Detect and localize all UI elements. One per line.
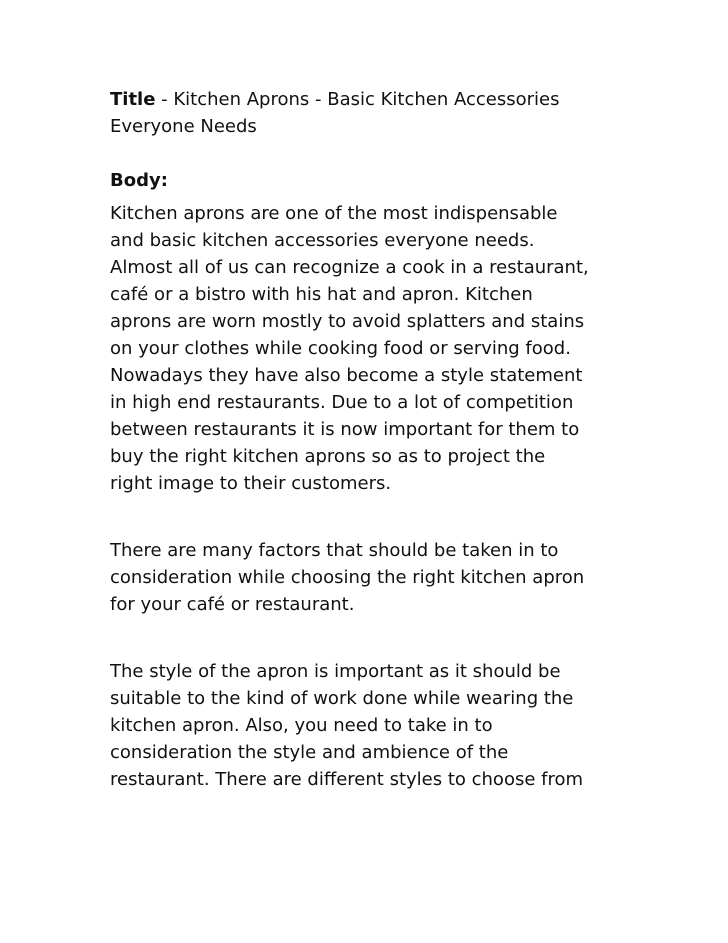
paragraph-line: kitchen apron. Also, you need to take in to (110, 715, 493, 736)
paragraph-line: consideration the style and ambience of the (110, 742, 509, 763)
paragraph-line: for your café or restaurant. (110, 594, 355, 615)
document-page (110, 86, 630, 793)
paragraph-2 (110, 537, 630, 618)
title-text-line-1: - Kitchen Aprons - Basic Kitchen Accessories (155, 89, 560, 110)
paragraph-line: buy the right kitchen aprons so as to project the (110, 446, 546, 467)
paragraph-line: Almost all of us can recognize a cook in a restaurant, (110, 257, 589, 278)
paragraph-line: aprons are worn mostly to avoid splatters and stains (110, 311, 585, 332)
paragraph-line: on your clothes while cooking food or serving food. (110, 338, 571, 359)
paragraph-line: consideration while choosing the right kitchen apron (110, 567, 585, 588)
paragraph-line: café or a bistro with his hat and apron. Kitchen (110, 284, 533, 305)
paragraph-line: Kitchen aprons are one of the most indispensable (110, 203, 558, 224)
title-text-line-2: Everyone Needs (110, 116, 257, 137)
document-title (110, 86, 630, 140)
paragraph-line: suitable to the kind of work done while wearing the (110, 688, 574, 709)
paragraph-line: restaurant. There are different styles to choose from (110, 769, 584, 790)
paragraph-line: Nowadays they have also become a style statement (110, 365, 583, 386)
paragraph-line: and basic kitchen accessories everyone needs. (110, 230, 535, 251)
paragraph-3 (110, 658, 630, 793)
title-label: Title (110, 89, 156, 110)
paragraph-line: between restaurants it is now important for them to (110, 419, 580, 440)
paragraph-1 (110, 200, 630, 497)
paragraph-line: in high end restaurants. Due to a lot of competition (110, 392, 574, 413)
body-label: Body: (110, 170, 168, 191)
paragraph-line: There are many factors that should be taken in to (110, 540, 559, 561)
paragraph-line: The style of the apron is important as it should be (110, 661, 561, 682)
paragraph-line: right image to their customers. (110, 473, 392, 494)
